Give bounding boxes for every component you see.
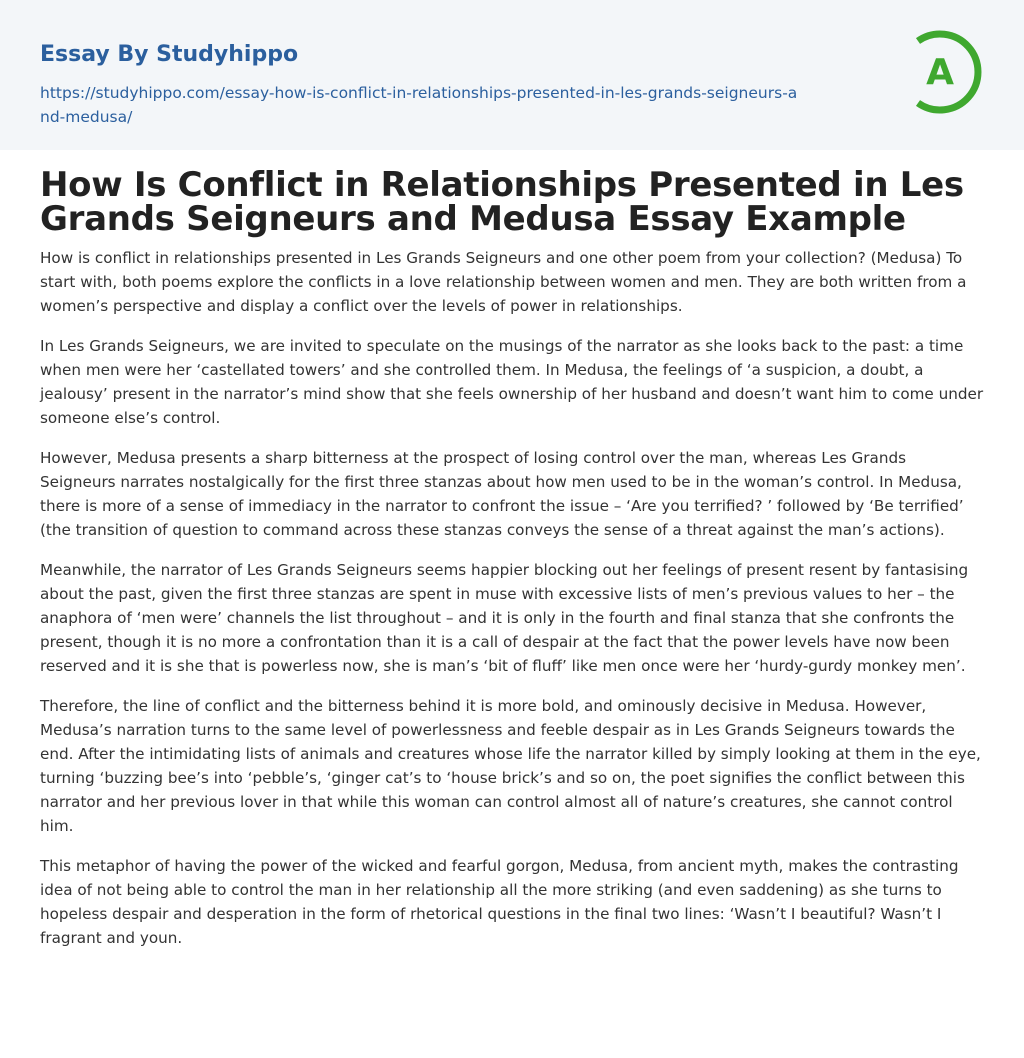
logo-letter: A [926,52,954,93]
article-paragraph: Therefore, the line of conflict and the bitterness behind it is more bold, and ominously decisive in Medusa. However, Medusa’s narration turns to the same level of powerlessness and feeble despair as in Les Grands Seigneurs towards the end. After the intimidating lists of animals and creatures whose life the narrator killed by simply looking at them in the eye, turning ‘buzzing bee’s into ‘pebble’s, ‘ginger cat’s to ‘house brick’s and so on, the poet signifies the conflict between this narrator and her previous lover in that while this woman can control almost all of nature’s creatures, she cannot control him. [40,697,981,835]
studyhippo-logo-icon[interactable] [906,28,988,116]
article-paragraph: This metaphor of having the power of the wicked and fearful gorgon, Medusa, from ancient myth, makes the contrasting idea of not being able to control the man in her relationship all the more striking (and even saddening) as she turns to hopeless despair and desperation in the form of rhetorical questions in the final two lines: ‘Wasn’t I beautiful? Wasn’t I fragrant and youn. [40,857,959,947]
article-paragraph: How is conflict in relationships presented in Les Grands Seigneurs and one other poem from your collection? (Medusa) To start with, both poems explore the conflicts in a love relationship between women and men. They are both written from a women’s perspective and display a conflict over the levels of power in relationships. [40,249,967,315]
source-url-link[interactable]: https://studyhippo.com/essay-how-is-conflict-in-relationships-presented-in-les-grands-seigneurs-and-medusa/ [40,84,798,126]
article-paragraph: In Les Grands Seigneurs, we are invited to speculate on the musings of the narrator as she looks back to the past: a time when men were her ‘castellated towers’ and she controlled them. In Medusa, the feelings of ‘a suspicion, a doubt, a jealousy’ present in the narrator’s mind show that she feels ownership of her husband and doesn’t want him to come under someone else’s control. [40,337,984,427]
article [40,165,984,966]
article-paragraph: However, Medusa presents a sharp bitterness at the prospect of losing control over the man, whereas Les Grands Seigneurs narrates nostalgically for the first three stanzas about how men used to be in the woman’s control. In Medusa, there is more of a sense of immediacy in the narrator to confront the issue – ‘Are you terrified? ’ followed by ‘Be terrified’ (the transition of question to command across these stanzas conveys the sense of a threat against the man’s actions). [40,449,964,539]
article-title: How Is Conflict in Relationships Presented in Les Grands Seigneurs and Medusa Essay Example [40,165,964,239]
site-header [0,0,1024,150]
article-paragraph: Meanwhile, the narrator of Les Grands Seigneurs seems happier blocking out her feelings of present resent by fantasising about the past, given the first three stanzas are spent in muse with excessive lists of men’s previous values to her – the anaphora of ‘men were’ channels the list throughout – and it is only in the fourth and final stanza that she confronts the present, though it is no more a confrontation than it is a call of despair at the fact that the power levels have now been reserved and it is she that is powerless now, she is man’s ‘bit of fluff’ like men once were her ‘hurdy-gurdy monkey men’. [40,561,969,675]
site-brand[interactable]: Essay By Studyhippo [40,42,299,67]
